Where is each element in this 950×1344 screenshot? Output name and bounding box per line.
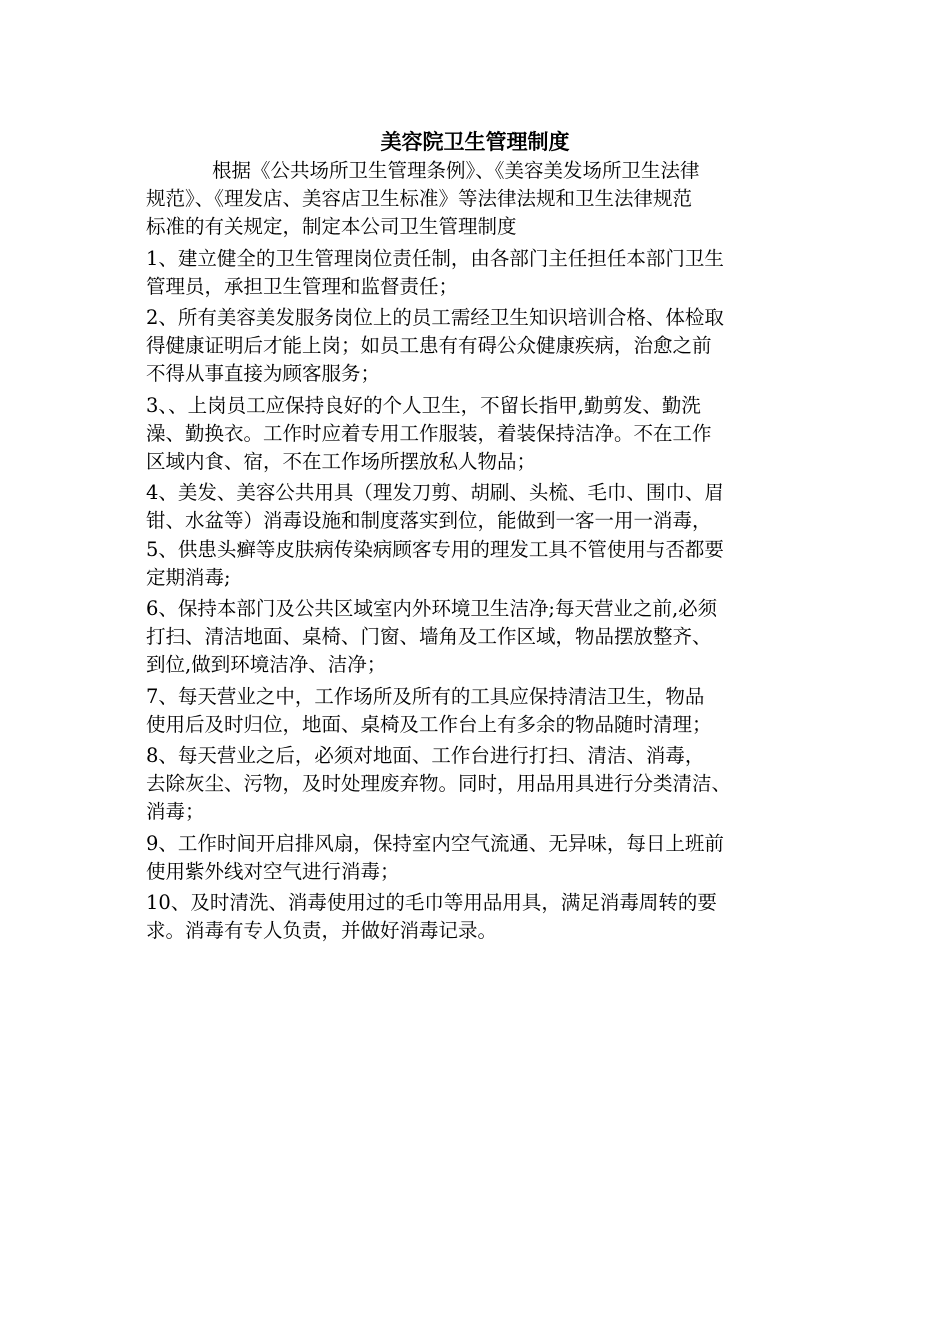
- rule-item-10: [146, 889, 826, 945]
- rule-line: 使用后及时归位，地面、桌椅及工作台上有多余的物品随时清理；: [146, 712, 712, 736]
- rule-line: 定期消毒;: [146, 565, 231, 589]
- rule-item-7: [146, 683, 826, 739]
- rule-line: 使用紫外线对空气进行消毒；: [146, 859, 400, 883]
- rule-line: 打扫、清洁地面、桌椅、门窗、墙角及工作区域，物品摆放整齐、: [146, 625, 712, 649]
- rule-item-9: [146, 830, 826, 886]
- intro-line: 规范》、《理发店、美容店卫生标准》等法律法规和卫生法律规范: [146, 187, 693, 211]
- intro-line: 根据《公共场所卫生管理条例》、《美容美发场所卫生法律: [212, 159, 700, 182]
- rule-line: 10、及时清洗、消毒使用过的毛巾等用品用具，满足消毒周转的要: [146, 891, 717, 915]
- rule-line: 管理员，承担卫生管理和监督责任；: [146, 274, 459, 298]
- rule-item-6: [146, 595, 826, 680]
- rule-item-3: [146, 392, 826, 477]
- intro-line: 标准的有关规定，制定本公司卫生管理制度: [146, 215, 517, 239]
- document-body: [146, 157, 826, 945]
- rule-line: 不得从事直接为顾客服务；: [146, 362, 381, 386]
- rule-line: 区域内食、宿，不在工作场所摆放私人物品；: [146, 450, 537, 474]
- rule-line: 5、供患头癣等皮肤病传染病顾客专用的理发工具不管使用与否都要: [146, 537, 724, 561]
- rule-line: 求。消毒有专人负责，并做好消毒记录。: [146, 919, 498, 943]
- rule-line: 1、建立健全的卫生管理岗位责任制，由各部门主任担任本部门卫生: [146, 246, 724, 270]
- rule-item-8: [146, 742, 826, 827]
- rule-line: 6、保持本部门及公共区域室内外环境卫生洁净;每天营业之前,必须: [146, 597, 718, 621]
- rule-item-4: [146, 479, 826, 535]
- intro-paragraph: [146, 157, 826, 242]
- rule-line: 消毒；: [146, 800, 205, 824]
- rule-line: 去除灰尘、污物，及时处理废弃物。同时，用品用具进行分类清洁、: [146, 772, 732, 796]
- rule-line: 到位,做到环境洁净、洁净；: [146, 653, 387, 677]
- rule-line: 澡、勤换衣。工作时应着专用工作服装，着装保持洁净。不在工作: [146, 421, 712, 445]
- rule-line: 得健康证明后才能上岗；如员工患有有碍公众健康疾病，治愈之前: [146, 334, 712, 358]
- rule-line: 4、美发、美容公共用具（理发刀剪、胡刷、头梳、毛巾、围巾、眉: [146, 481, 724, 505]
- rule-item-5: [146, 536, 826, 592]
- rule-line: 2、所有美容美发服务岗位上的员工需经卫生知识培训合格、体检取: [146, 306, 724, 330]
- rule-item-2: [146, 304, 826, 389]
- rule-line: 钳、水盆等）消毒设施和制度落实到位，能做到一客一用一消毒，: [146, 509, 712, 533]
- rule-line: 9、工作时间开启排风扇，保持室内空气流通、无异味，每日上班前: [146, 831, 724, 855]
- rule-line: 7、每天营业之中，工作场所及所有的工具应保持清洁卫生，物品: [146, 684, 705, 708]
- rule-line: 8、每天营业之后，必须对地面、工作台进行打扫、清洁、消毒，: [146, 744, 705, 768]
- document-title: 美容院卫生管理制度: [380, 130, 570, 154]
- rule-item-1: [146, 245, 826, 301]
- rule-line: 3、、上岗员工应保持良好的个人卫生，不留长指甲,勤剪发、勤洗: [146, 393, 701, 417]
